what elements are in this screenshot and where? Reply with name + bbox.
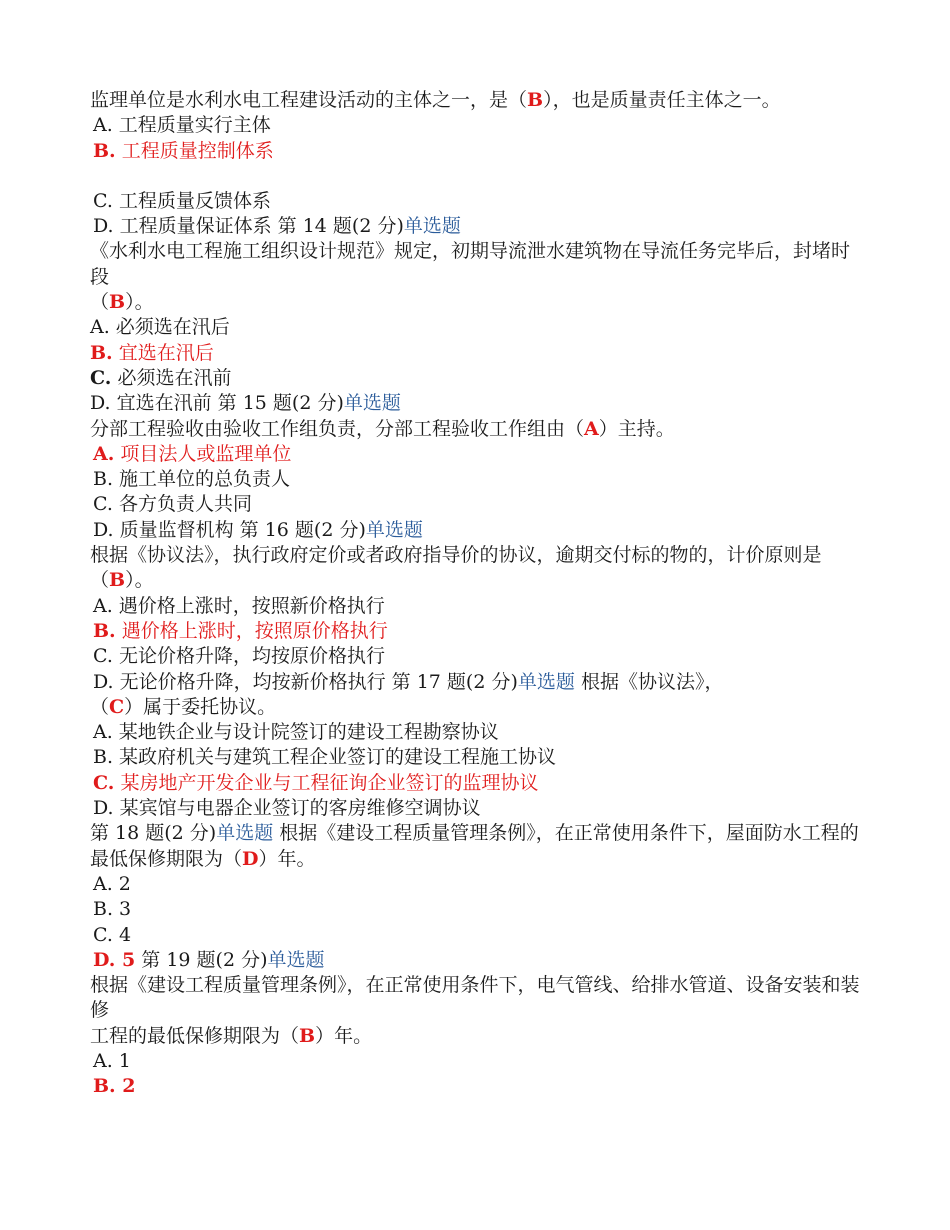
answer-letter: B [109, 569, 126, 592]
question-stem: 根据《协议法》， [574, 670, 724, 693]
option-d: D. 工程质量保证体系 第 14 题(2 分)单选题 [93, 215, 461, 238]
option-a-correct: A. 项目法人或监理单位 [93, 442, 292, 465]
answer-letter: B [527, 89, 544, 111]
option-b: B. 施工单位的总负责人 [93, 468, 291, 491]
answer-letter: A [584, 417, 599, 440]
option-c: C. 各方负责人共同 [93, 493, 252, 516]
question-stem: 分部工程验收由验收工作组负责，分部工程验收工作组由（A）主持。 [90, 417, 675, 440]
document-page [90, 88, 860, 1100]
question-header: 第 18 题(2 分) [90, 822, 217, 845]
option-c: C. 无论价格升降，均按原价格执行 [93, 645, 385, 668]
question-stem-answer-line: （B）。 [90, 291, 154, 314]
option-a: A. 2 [93, 872, 131, 895]
option-d-correct: D. 5 第 19 题(2 分)单选题 [93, 948, 325, 971]
question-header: 第 16 题(2 分) [233, 518, 366, 541]
option-d: D. 质量监督机构 第 16 题(2 分)单选题 [93, 518, 423, 541]
option-d: D. 某宾馆与电器企业签订的客房维修空调协议 [93, 797, 481, 820]
question-header: 第 15 题(2 分) [211, 392, 344, 415]
spacer [90, 164, 860, 189]
question-stem: 第 18 题(2 分)单选题 根据《建设工程质量管理条例》，在正常使用条件下，屋面防水工程的最低保修期限为（D）年。 [90, 822, 859, 870]
answer-letter: D [242, 847, 259, 870]
answer-letter: B [109, 291, 126, 314]
option-a: A. 某地铁企业与设计院签订的建设工程勘察协议 [93, 721, 499, 744]
option-b-correct: B. 2 [93, 1075, 136, 1098]
question-stem-answer-line: 工程的最低保修期限为（B）年。 [90, 1024, 373, 1047]
question-stem: 根据《建设工程质量管理条例》，在正常使用条件下，电气管线、给排水管道、设备安装和装修 [90, 974, 860, 1022]
question-type-label: 单选题 [216, 822, 274, 845]
question-header: 第 19 题(2 分) [135, 948, 268, 971]
option-c: C. 4 [93, 923, 132, 946]
option-b: B. 某政府机关与建筑工程企业签订的建设工程施工协议 [93, 746, 557, 769]
question-stem-answer-line: （C）属于委托协议。 [90, 695, 277, 718]
option-b-correct: B. 工程质量控制体系 [93, 139, 274, 162]
option-d: D. 无论价格升降，均按新价格执行 第 17 题(2 分)单选题 根据《协议法》， [93, 670, 724, 693]
option-d: D. 宜选在汛前 第 15 题(2 分)单选题 [90, 392, 401, 415]
option-c: C. 必须选在汛前 [90, 366, 232, 389]
option-c-correct: C. 某房地产开发企业与工程征询企业签订的监理协议 [93, 771, 539, 794]
option-b-correct: B. 宜选在汛后 [90, 341, 214, 364]
option-b-correct: B. 遇价格上涨时，按照原价格执行 [93, 619, 388, 642]
answer-letter: C [109, 695, 125, 718]
question-header: 第 17 题(2 分) [385, 670, 518, 693]
question-type-label: 单选题 [267, 948, 325, 971]
option-b: B. 3 [93, 898, 132, 921]
question-type-label: 单选题 [517, 670, 575, 693]
option-a: A. 工程质量实行主体 [93, 114, 271, 137]
option-a: A. 遇价格上涨时，按照新价格执行 [93, 594, 385, 617]
question-type-label: 单选题 [343, 392, 401, 415]
question-type-label: 单选题 [403, 215, 461, 238]
question-type-label: 单选题 [365, 518, 423, 541]
option-a: A. 必须选在汛后 [90, 316, 230, 339]
question-stem: 根据《协议法》，执行政府定价或者政府指导价的协议，逾期交付标的物的，计价原则是（B）。 [90, 544, 822, 592]
option-c: C. 工程质量反馈体系 [93, 189, 271, 212]
question-header: 第 14 题(2 分) [271, 215, 404, 238]
answer-letter: B [299, 1024, 316, 1047]
question-stem: 《水利水电工程施工组织设计规范》规定，初期导流泄水建筑物在导流任务完毕后，封堵时段 [90, 240, 851, 288]
option-a: A. 1 [93, 1049, 131, 1072]
question-stem: 监理单位是水利水电工程建设活动的主体之一，是（B），也是质量责任主体之一。 [90, 89, 781, 111]
